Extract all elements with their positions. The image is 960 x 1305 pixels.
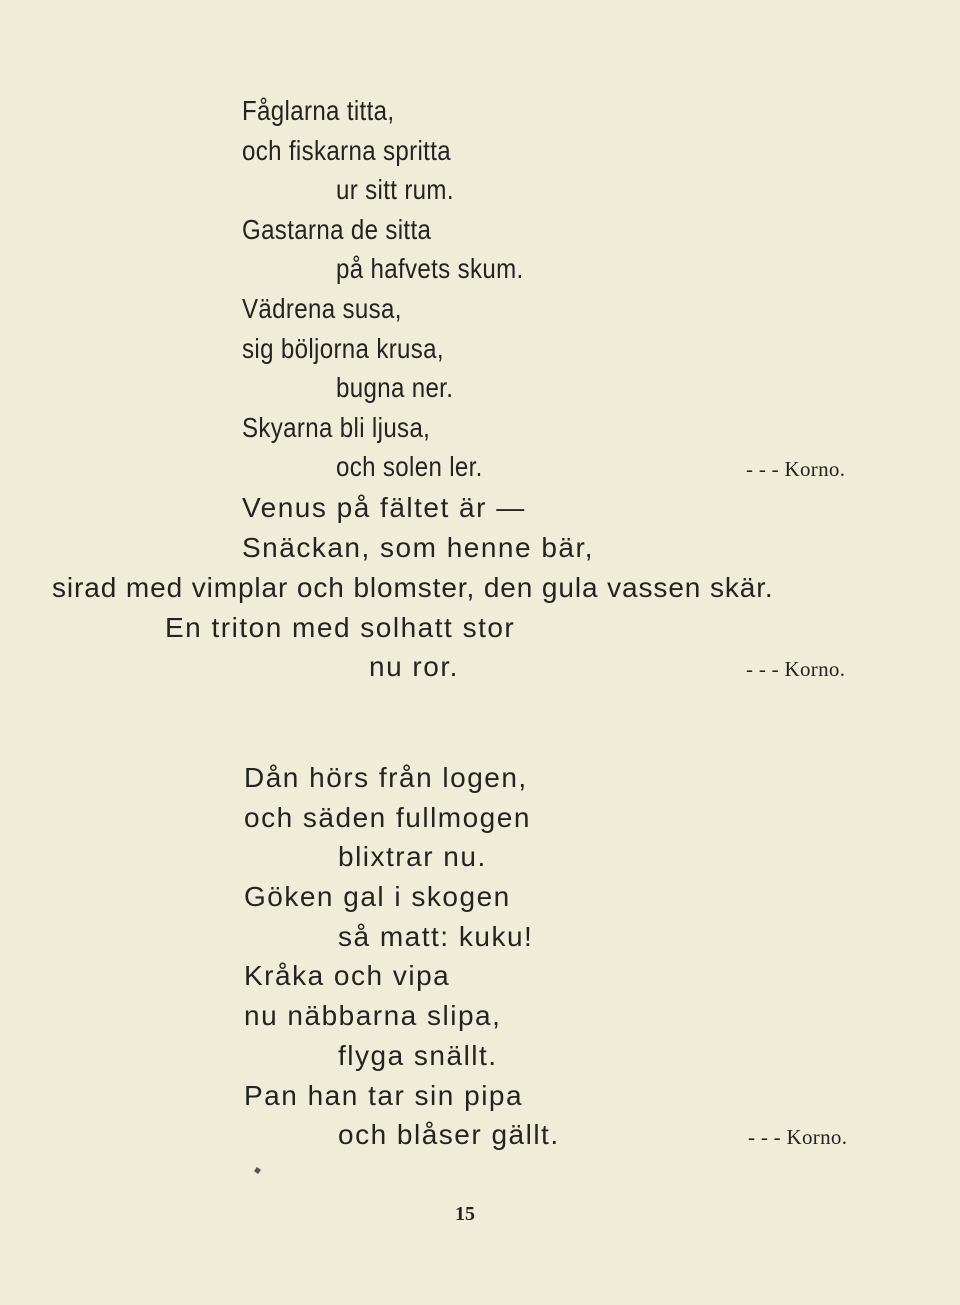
poem-line: flyga snällt. [338,1040,498,1071]
poem-line: Kråka och vipa [244,960,451,991]
ink-speck [254,1167,261,1174]
poem-line: Snäckan, som henne bär, [242,532,595,563]
poem-line: och blåser gällt. [338,1119,560,1150]
poem-line: Dån hörs från logen, [244,762,528,793]
poem-line: så matt: kuku! [338,921,534,952]
poem-line: sig böljorna krusa, [242,333,444,364]
poem-line: sirad med vimplar och blomster, den gula vassen skär. [52,572,774,603]
poem-line: och säden fullmogen [244,802,531,833]
page-number: 15 [455,1203,475,1225]
poem-line: ur sitt rum. [336,174,454,205]
poem-line: En triton med solhatt stor [165,612,516,643]
poem-line: nu näbbarna slipa, [244,1000,502,1031]
attribution-korno: - - - Korno. [746,457,846,481]
poem-line: bugna ner. [336,372,454,403]
attribution-korno: - - - Korno. [748,1125,848,1149]
poem-line: Pan han tar sin pipa [244,1080,524,1111]
poem-line: blixtrar nu. [338,841,487,872]
poem-line: Venus på fältet är — [242,492,526,523]
poem-line: Fåglarna titta, [242,95,395,126]
attribution-korno: - - - Korno. [746,657,846,681]
poem-line: Vädrena susa, [242,293,402,324]
poem-line: och solen ler. [336,451,483,482]
poem-line: på hafvets skum. [336,253,524,284]
poem-line: Gastarna de sitta [242,214,432,245]
poem-line: nu ror. [369,651,459,682]
poem-line: Göken gal i skogen [244,881,511,912]
poem-line: och fiskarna spritta [242,135,451,166]
poem-line: Skyarna bli ljusa, [242,412,431,443]
